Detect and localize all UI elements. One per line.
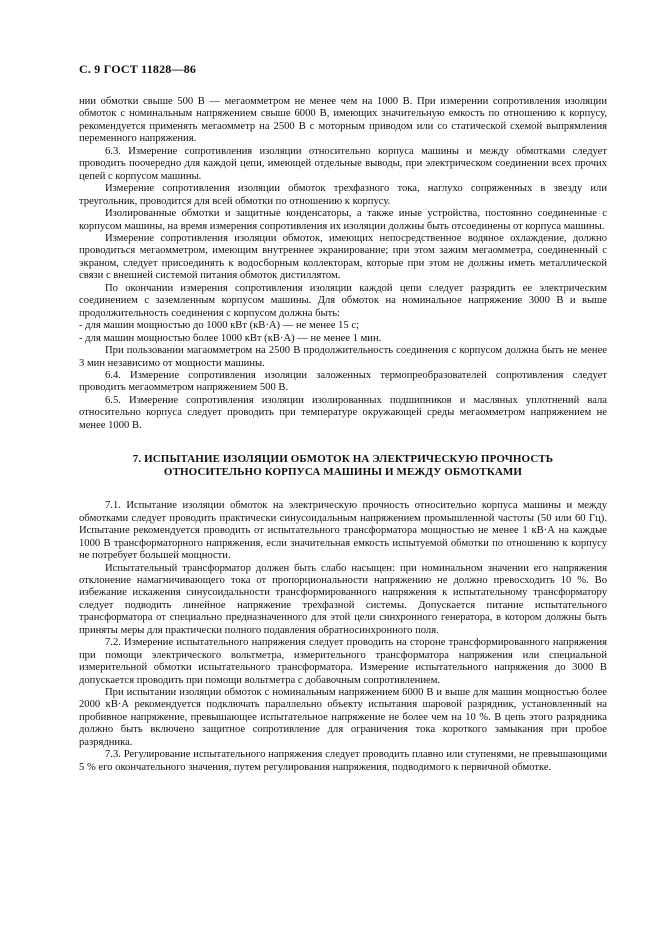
paragraph: Изолированные обмотки и защитные конденсаторы, а также иные устройства, постоянно соединенные с корпусом машины, на время измерения сопротивления их изоляции должны быть отсоединены от корпуса машины. xyxy=(79,208,607,232)
section-heading xyxy=(79,453,607,479)
list-item: - для машин мощностью до 1000 кВт (кВ·А) — не менее 15 с; xyxy=(79,320,359,332)
paragraph: Измерение сопротивления изоляции обмоток, имеющих непосредственное водяное охлаждение, должно проводиться мегаомметром, имеющим внутреннее экранирование; при этом зажим мегаомметра, соединенный с экраном, следует присоединять к водосборным коллекторам, которые при этом не должны иметь металлической связи с внешней системой питания обмоток дистиллятом. xyxy=(79,232,607,282)
page-header: С. 9 ГОСТ 11828—86 xyxy=(79,62,197,76)
paragraph: При испытании изоляции обмоток с номинальным напряжением 6000 В и выше для машин мощностью более 2000 кВ·А рекомендуется подключать параллельно объекту испытания шаровой разрядник, установленный на пробивное напряжение, превышающее испытательное напряжение не более чем на 10 %. В цепь этого разрядника должно быть включено защитное сопротивление для ограничения тока короткого замыкания при пробое разрядника. xyxy=(79,687,607,748)
section-heading-line: 7. ИСПЫТАНИЕ ИЗОЛЯЦИИ ОБМОТОК НА ЭЛЕКТРИЧЕСКУЮ ПРОЧНОСТЬ xyxy=(132,453,554,466)
paragraph: Испытательный трансформатор должен быть слабо насыщен: при номинальном значении его напряжения отклонение намагничивающего тока от пропорциональности напряжению не должно превосходить 10 %. Во избежание искажения синусоидальности трансформированного напряжения к испытательному трансформатору следует подводить линейное напряжение трехфазной системы. Допускается питание испытательного трансформатора от специально предназначенного для этой цели синхронного генератора, в котором должны быть приняты меры для практически полного подавления обратносинхронного поля. xyxy=(79,562,607,636)
list-item: - для машин мощностью более 1000 кВт (кВ·А) — не менее 1 мин. xyxy=(79,332,382,344)
paragraph: При пользовании магаомметром на 2500 В продолжительность соединения с корпусом должна быть не менее 3 мин независимо от мощности машины. xyxy=(79,345,607,369)
document-body xyxy=(79,96,607,774)
paragraph: Измерение сопротивления изоляции обмоток трехфазного тока, наглухо сопряженных в звезду или треугольник, проводится для всей обмотки по отношению к корпусу. xyxy=(79,183,607,207)
paragraph: 6.3. Измерение сопротивления изоляции относительно корпуса машины и между обмотками следует проводить поочередно для каждой цепи, имеющей отдельные выводы, при электрическом соединении всех прочих цепей с корпусом машины. xyxy=(79,145,607,182)
paragraph: 6.4. Измерение сопротивления изоляции заложенных термопреобразователей сопротивления следует проводить мегаомметром напряжением 500 В. xyxy=(79,369,607,394)
paragraph: По окончании измерения сопротивления изоляции каждой цепи следует разрядить ее электрическим соединением с заземленным корпусом машины. Для обмоток на номинальное напряжение 3000 В и выше продолжительность соединения с корпусом должна быть: xyxy=(79,282,607,319)
paragraph: 7.3. Регулирование испытательного напряжения следует проводить плавно или ступенями, не превышающими 5 % его окончательного значения, путем регулирования напряжения, подводимого к первичной обмотке. xyxy=(79,749,607,773)
paragraph: нии обмотки свыше 500 В — мегаомметром не менее чем на 1000 В. При измерении сопротивления изоляции обмоток с номинальным напряжением свыше 6000 В, имеющих значительную емкость по отношению к корпусу, рекомендуется применять мегаомметр на 2500 В с моторным приводом или со статической схемой выпрямления переменного напряжения. xyxy=(79,96,607,145)
paragraph: 6.5. Измерение сопротивления изоляции изолированных подшипников и масляных уплотнений вала относительно корпуса следует проводить при температуре окружающей среды мегаомметром напряжением не менее 1000 В. xyxy=(79,394,607,431)
paragraph: 7.1. Испытание изоляции обмоток на электрическую прочность относительно корпуса машины и между обмотками следует проводить практически синусоидальным напряжением промышленной частоты (50 или 60 Гц). Испытание рекомендуется проводить от испытательного трансформатора мощностью не менее 1 кВ·А на каждые 1000 В трансформаторного напряжения, если значительная емкость испытуемой обмотки по отношению к корпусу не потребует большей мощности. xyxy=(79,500,607,562)
section-heading-line: ОТНОСИТЕЛЬНО КОРПУСА МАШИНЫ И МЕЖДУ ОБМОТКАМИ xyxy=(163,466,523,479)
paragraph: 7.2. Измерение испытательного напряжения следует проводить на стороне трансформированного напряжения при помощи электрического вольтметра, измерительного трансформатора напряжения или специальной измерительной обмотки испытательного трансформатора. Измерение испытательного напряжения до 3000 В допускается проводить при помощи вольтметра с добавочным сопротивлением. xyxy=(79,637,607,686)
